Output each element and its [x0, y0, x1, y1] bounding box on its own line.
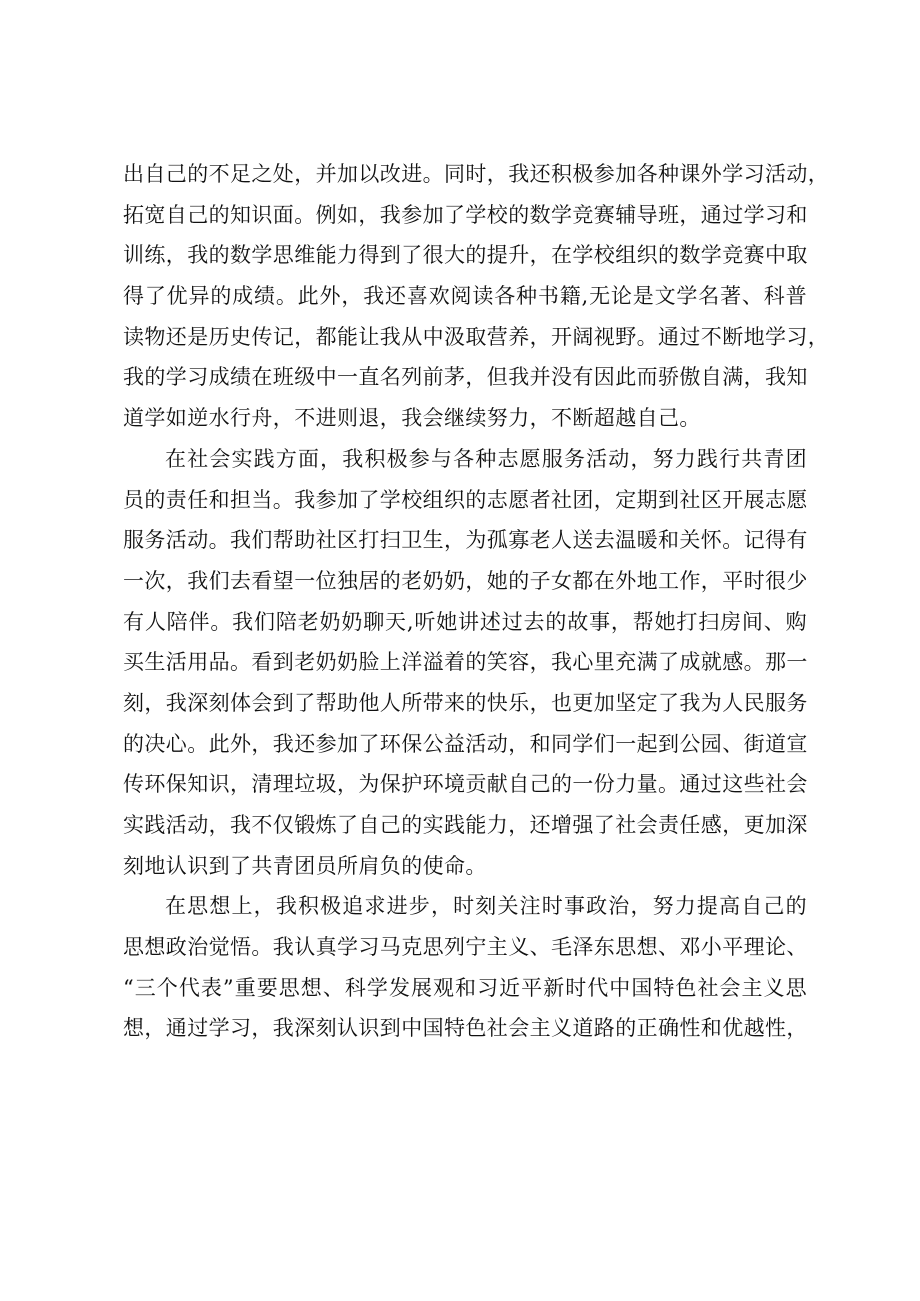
- text-line: 的决心。此外，我还参加了环保公益活动，和同学们一起到公园、街道宣: [123, 731, 808, 756]
- text-line: 服务活动。我们帮助社区打扫卫生，为孤寡老人送去温暖和关怀。记得有: [123, 528, 808, 553]
- document-body: [123, 154, 830, 1049]
- text-line: 刻，我深刻体会到了帮助他人所带来的快乐，也更加坚定了我为人民服务: [123, 690, 808, 715]
- text-line: 实践活动，我不仅锻炼了自己的实践能力，还增强了社会责任感，更加深: [123, 813, 808, 837]
- text-line: 在社会实践方面，我积极参与各种志愿服务活动，努力践行共青团: [165, 446, 807, 471]
- text-line: 训练，我的数学思维能力得到了很大的提升，在学校组织的数学竞赛中取: [123, 243, 808, 268]
- text-line: 员的责任和担当。我参加了学校组织的志愿者社团，定期到社区开展志愿: [123, 487, 808, 512]
- text-line: 一次，我们去看望一位独居的老奶奶，她的子女都在外地工作，平时很少: [123, 568, 808, 593]
- text-line: 在思想上，我积极追求进步，时刻关注时事政治，努力提高自己的: [165, 894, 807, 919]
- paragraph-study: [123, 154, 830, 439]
- text-line: 刻地认识到了共青团员所肩负的使命。: [123, 853, 487, 878]
- text-line: 传环保知识，清理垃圾，为保护环境贡献自己的一份力量。通过这些社会: [123, 772, 808, 797]
- text-line: 想，通过学习，我深刻认识到中国特色社会主义道路的正确性和优越性，: [123, 1016, 808, 1041]
- text-line: 读物还是历史传记，都能让我从中汲取营养，开阔视野。通过不断地学习，: [123, 324, 830, 349]
- text-line: 有人陪伴。我们陪老奶奶聊天,听她讲述过去的故事，帮她打扫房间、购: [123, 609, 807, 634]
- text-line: 思想政治觉悟。我认真学习马克思列宁主义、毛泽东思想、邓小平理论、: [123, 935, 808, 960]
- text-line: 道学如逆水行舟，不进则退，我会继续努力，不断超越自己。: [123, 406, 701, 431]
- text-line: 买生活用品。看到老奶奶脸上洋溢着的笑容，我心里充满了成就感。那一: [123, 650, 808, 675]
- paragraph-social-practice: [123, 439, 807, 887]
- paragraph-ideology: [123, 886, 807, 1049]
- text-line: 拓宽自己的知识面。例如，我参加了学校的数学竞赛辅导班，通过学习和: [123, 202, 808, 227]
- text-line: 出自己的不足之处，并加以改进。同时，我还积极参加各种课外学习活动，: [123, 162, 830, 186]
- text-line: 得了优异的成绩。此外，我还喜欢阅读各种书籍,无论是文学名著、科普: [123, 284, 807, 309]
- text-line: 我的学习成绩在班级中一直名列前茅，但我并没有因此而骄傲自满，我知: [123, 365, 808, 390]
- text-line: “三个代表”重要思想、科学发展观和习近平新时代中国特色社会主义思: [123, 975, 807, 1000]
